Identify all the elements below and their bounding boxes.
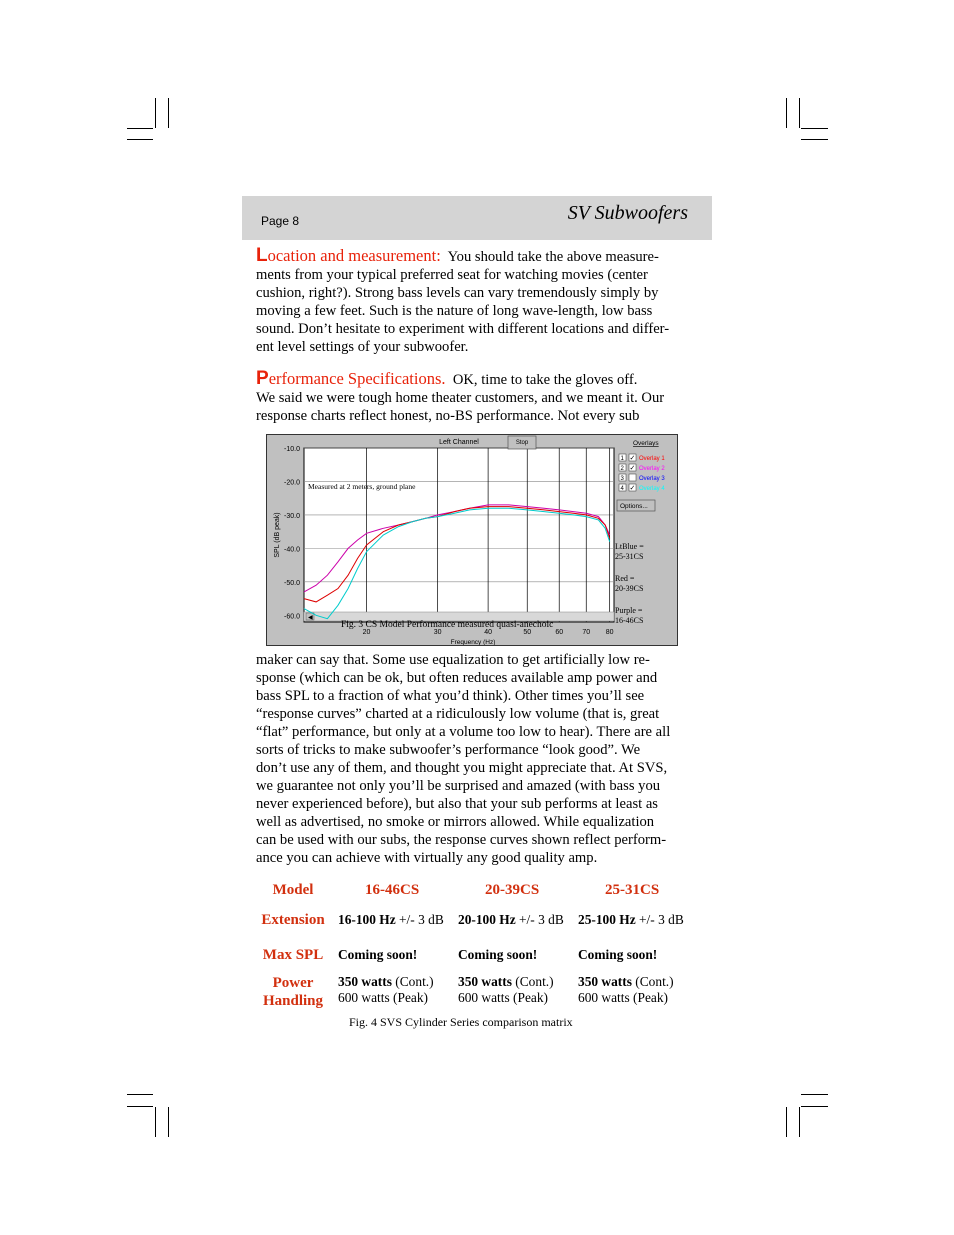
paragraph-line: moving a few feet. Such is the nature of long wave-length, low bass [256,303,653,319]
section-heading: ocation and measurement [267,246,437,265]
paragraph-line: sponse (which can be ok, but often reduces available amp power and [256,670,658,686]
paragraph-line: well as advertised, no smoke or mirrors allowed. While equalization [256,814,655,830]
chart-caption: Fig. 3 CS Model Performance measured quasi-anechoic [341,620,554,630]
paragraph-line: “response curves” charted at a ridiculously low volume (that is, great [256,706,660,722]
row-label-max-spl: Max SPL [262,947,324,963]
plot-area [304,448,614,622]
overlay-number: 4 [620,486,624,492]
table-header-model: Model [272,882,314,898]
paragraph-line: ance you can achieve with virtually any good quality amp. [256,850,598,866]
response-chart [266,434,678,646]
x-axis-label: Frequency (Hz) [450,639,496,645]
table-cell: 20-100 Hz +/- 3 dB [458,912,564,927]
y-tick-label: -50.0 [284,579,300,587]
table-cell: 350 watts (Cont.) 600 watts (Peak) [338,974,434,1005]
table-cell: Coming soon! [458,947,538,962]
drop-cap: P [256,368,269,389]
x-tick-label: 80 [605,629,614,636]
location-section: Location and measurement: You should take the above measure- ments from your typical preferred seat for watching movies (center cushion, right?). Strong bass levels can vary tremendously simply by moving a few feet. Such is the nature of long wave-length, low bass sound. Don’t hesitate to experiment with different locations and differ- ent level settings of your subwoofer. [256,247,708,356]
page-header [242,196,712,240]
section-heading: erformance Specifications. [268,369,446,388]
overlay-number: 3 [620,476,624,482]
row-label-power-handling: Power Handling [262,975,324,1009]
paragraph-line: cushion, right?). Strong bass levels can vary tremendously simply by [256,285,659,301]
table-header-model-3: 25-31CS [605,882,660,898]
legend-text: 16-46CS [615,616,644,625]
legend-text: Red = [615,574,635,583]
y-tick-label: -30.0 [284,512,300,520]
overlay-number: 1 [620,456,624,462]
chart-title: Left Channel [439,439,479,446]
scroll-arrow-icon: ◀ [308,615,313,621]
x-tick-label: 40 [484,629,493,636]
performance-section [256,370,708,425]
overlays-label: Overlays [633,440,659,447]
paragraph-line: don’t use any of them, and thought you might appreciate that. At SVS, [256,760,668,776]
paragraph-line: sorts of tricks to make subwoofer’s performance “look good”. We [256,742,641,758]
paragraph-line: can be used with our subs, the response curves shown reflect perform- [256,832,667,848]
paragraph-line: we guarantee not only you’ll be surprised and amazed (with bass you [256,778,661,794]
paragraph-line: ments from your typical preferred seat for watching movies (center [256,267,648,283]
stop-button-label: Stop [515,440,529,446]
y-tick-label: -60.0 [284,613,300,621]
page-number: Page 8 [261,214,300,228]
x-tick-label: 50 [523,629,532,636]
response-chart-svg [267,435,677,645]
table-cell: 350 watts (Cont.) 600 watts (Peak) [578,974,674,1005]
table-header-model-1: 16-46CS [365,882,420,898]
overlay-label: Overlay 3 [639,476,665,482]
x-tick-label: 30 [433,629,442,636]
paragraph-line: “flat” performance, but only at a volume too low to hear). There are all [256,724,671,740]
paragraph-line: never experienced before), but also that your sub performs at least as [256,796,658,812]
paragraph-line: ent level settings of your subwoofer. [256,339,469,355]
paragraph-line: We said we were tough home theater customers, and we meant it. Our [256,390,665,406]
table-cell: Coming soon! [338,947,418,962]
legend-text: 25-31CS [615,552,644,561]
x-tick-label: 60 [555,629,564,636]
paragraph-line: sound. Don’t hesitate to experiment with different locations and differ- [256,321,670,337]
body-paragraph [256,651,708,867]
paragraph-line: response charts reflect honest, no-BS performance. Not every sub [256,408,640,424]
table-cell: 16-100 Hz +/- 3 dB [338,912,444,927]
paragraph-line: bass SPL to a fraction of what you’d think). Other times you’ll see [256,688,645,704]
overlay-label: Overlay 2 [639,466,665,472]
row-label-extension: Extension [261,912,325,928]
chart-annotation: Measured at 2 meters, ground plane [308,482,416,491]
x-tick-label: 70 [582,629,591,636]
paragraph-line: maker can say that. Some use equalization to get artificially low re- [256,652,650,668]
overlay-label: Overlay 1 [639,456,665,462]
check-icon: ✓ [629,485,636,492]
table-header-model-2: 20-39CS [485,882,540,898]
check-icon: ✓ [629,455,636,462]
x-tick-label: 20 [362,629,371,636]
table-cell: Coming soon! [578,947,658,962]
y-axis-label: SPL (dB peak) [274,512,281,558]
table-caption: Fig. 4 SVS Cylinder Series comparison matrix [349,1015,573,1029]
paragraph-line: OK, time to take the gloves off. [452,372,638,388]
table-cell: 25-100 Hz +/- 3 dB [578,912,684,927]
paragraph-line: You should take the above measure- [447,249,659,265]
overlay-number: 2 [620,466,624,472]
drop-cap: L [256,245,268,266]
header-title: SV Subwoofers [567,202,688,224]
table-cell: 350 watts (Cont.) 600 watts (Peak) [458,974,554,1005]
y-tick-label: -40.0 [284,546,300,554]
options-button-label: Options... [620,503,648,510]
overlay-label: Overlay 4 [639,486,665,492]
overlay-checkbox[interactable] [629,474,636,481]
legend-text: Purple = [615,606,643,615]
y-tick-label: -10.0 [284,446,300,453]
legend-text: LtBlue = [615,542,644,551]
legend-text: 20-39CS [615,584,644,593]
y-tick-label: -20.0 [284,479,300,487]
check-icon: ✓ [629,465,636,472]
